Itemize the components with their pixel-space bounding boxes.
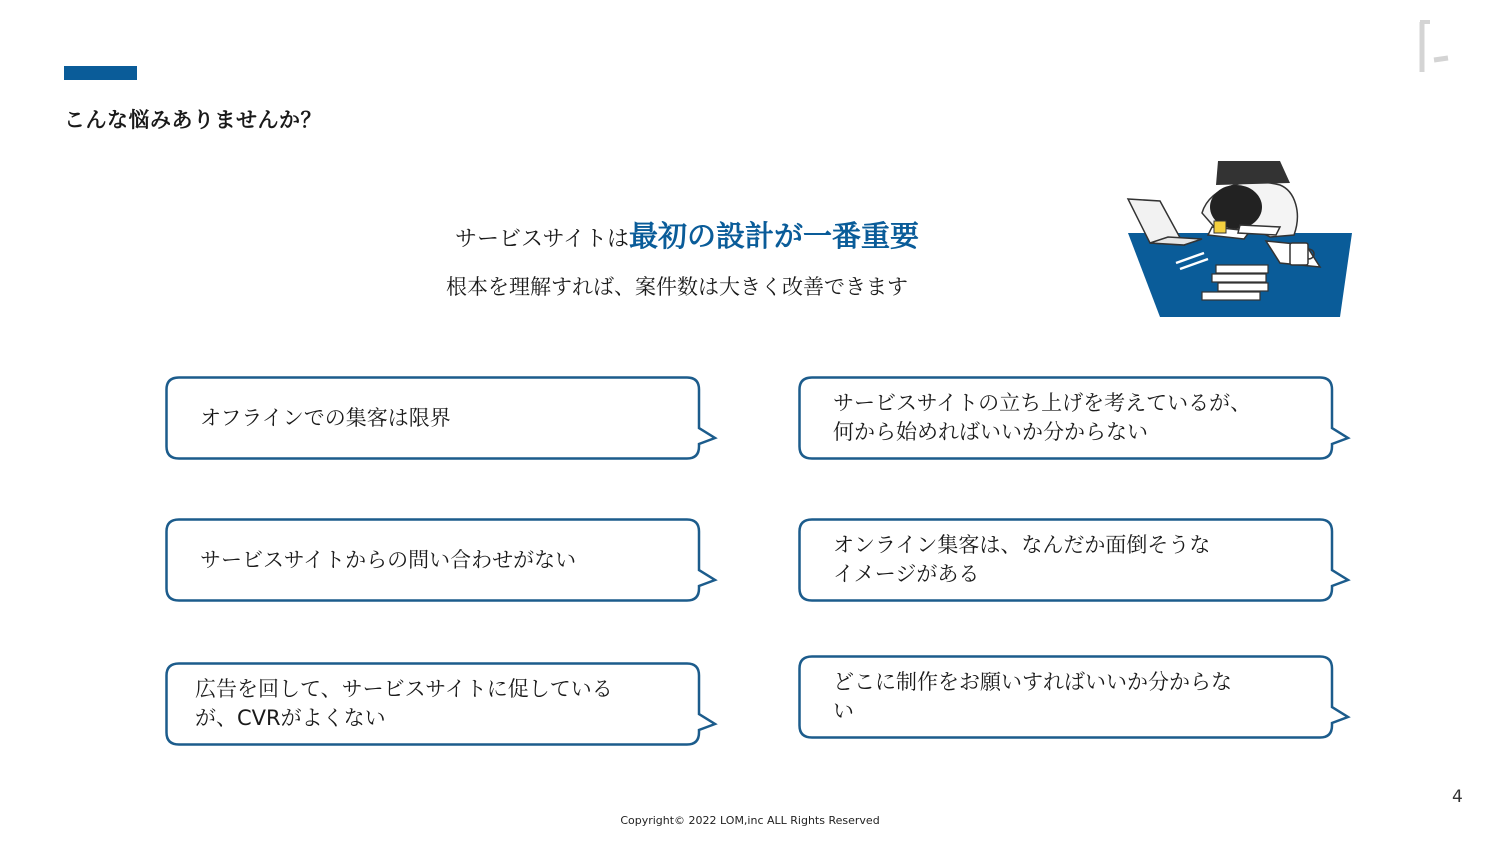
concern-bubble-4 <box>798 518 1358 618</box>
concern-bubble-3 <box>165 518 725 618</box>
bubble-text: オンライン集客は、なんだか面倒そうな イメージがある <box>833 533 1211 586</box>
concern-bubble-1 <box>165 376 725 476</box>
bubble-text: サービスサイトの立ち上げを考えているが、 何から始めればいいか分からない <box>833 391 1252 444</box>
concern-bubble-5 <box>165 662 725 762</box>
bubble-text: サービスサイトからの問い合わせがない <box>200 547 577 572</box>
slide-title: こんな悩みありませんか？ <box>64 108 322 132</box>
headline-emphasis: 最初の設計が一番重要 <box>629 219 920 253</box>
page-number: 4 <box>1452 787 1463 807</box>
company-logo <box>1412 18 1456 76</box>
bubble-text: オフラインでの集客は限界 <box>200 405 451 430</box>
concern-bubble-6 <box>798 655 1358 755</box>
concern-bubble-2 <box>798 376 1358 476</box>
bubble-text: 広告を回して、サービスサイトに促している が、CVRがよくない <box>195 677 613 730</box>
bubble-text: どこに制作をお願いすればいいか分からな い <box>833 670 1232 723</box>
accent-bar <box>64 66 137 80</box>
tired-worker-illustration <box>1120 155 1360 320</box>
subheading: 根本を理解すれば、案件数は大きく改善できます <box>446 275 908 299</box>
headline-prefix: サービスサイトは <box>455 227 630 252</box>
copyright-notice: Copyright© 2022 LOM,inc ALL Rights Reserved <box>620 814 880 827</box>
headline <box>455 214 919 255</box>
